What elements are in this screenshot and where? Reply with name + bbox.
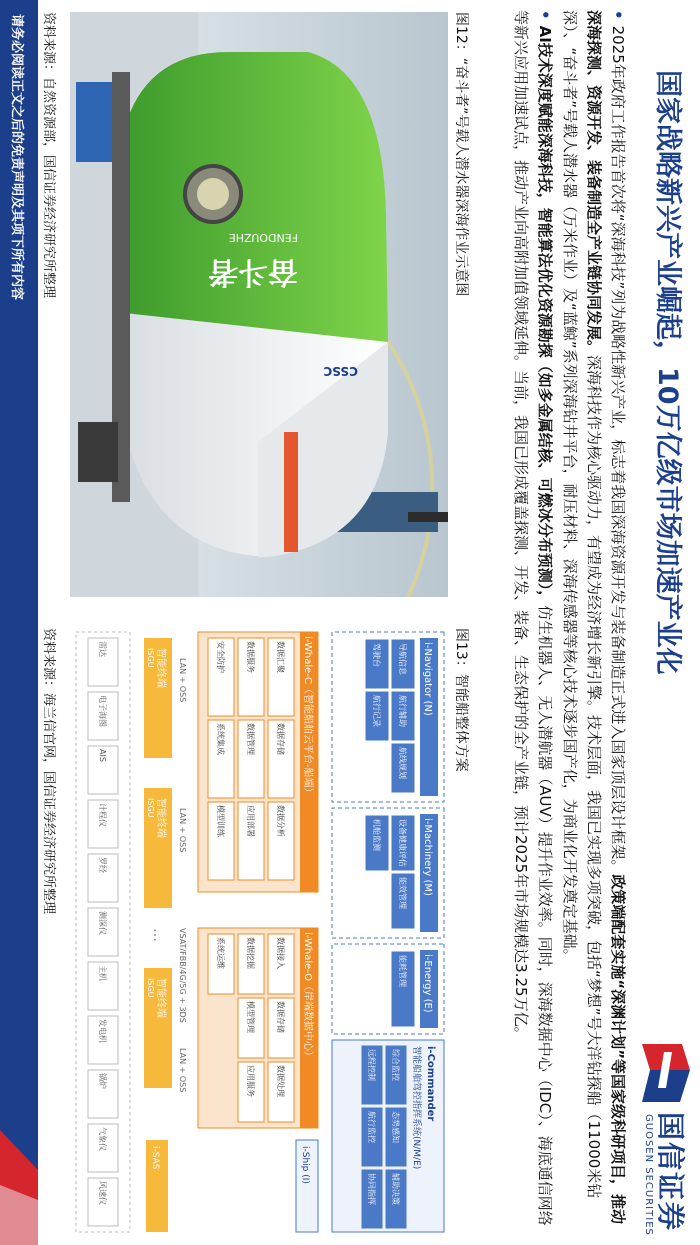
paragraph-1-text-c: 深海科技作为核心驱动力，有望成为经济增长新引擎。技术层面，我国已实现多项突破，包括“梦想”号大洋钻探船（11000米钻深）、“奋斗者”号载人潜水器（万米作业）及“蓝鲸”系列深海钻井平台，耐压材料、深海传感器等核心技术逐步国产化，为商业化开发奠定基础。 [561,10,603,1199]
machinery-item-label: 设备健康评估 [398,819,407,867]
figure-12-caption: 图12：“奋斗者”号载人潜水器深海作业示意图 [453,12,469,297]
whale-o-item-label: 系统运维 [216,937,225,969]
paragraph-1 [558,10,630,1235]
commander-item-label: 远程控制 [367,1049,376,1081]
hull-text-cn: 奋斗者 [208,254,298,289]
hull-text-en: FENDOUZHE [228,231,298,244]
whale-o-item-label: 应用服务 [246,1065,255,1097]
isgu-label: 智能终端 [155,978,166,1018]
isgu-label: 智能终端 [155,798,166,838]
whale-o-item-label: 模型管理 [246,1001,255,1033]
isgu-label: 智能终端 [155,648,166,688]
whale-c-item-label: 数据管理 [246,723,255,755]
footer-red-accent [0,1130,38,1245]
device-item-label: 风速仪 [98,1181,107,1205]
device-item-label: 雷达 [98,641,107,657]
navigator-item-label: 航行记录 [372,695,381,727]
navigator-item-label: 驾驶台 [372,643,381,667]
link-label: LAN + OSS [178,658,187,703]
whale-c-item-label: 数据分析 [276,805,285,837]
side-label: i-Ship (I) [300,1146,310,1184]
commander-item-label: 态势感知 [391,1111,400,1143]
submersible-photo [70,12,448,597]
whale-o-item-label: 数据接入 [276,937,285,969]
isgu-sub: ISGU [146,978,155,998]
page-title: 国家战略新兴产业崛起，10万亿级市场加速产业化 [652,70,683,675]
link-label: LAN + OSS [178,1048,187,1093]
paragraph-1-text-b: 政策端配套实施“深渊计划”等国家级科研项目，推动深海探测、资源开发、装备制造全产业链协同发展。 [585,10,627,1225]
whale-c-item-label: 数据存储 [276,723,285,755]
commander-item-label: 航行监控 [367,1111,376,1143]
device-item-label: 主机 [98,965,107,981]
machinery-item-label: 能效管理 [398,877,407,909]
ellipsis: … [150,928,166,942]
commander-subtitle: 智能船舶驾控指挥系统(N/M/E) [411,1046,421,1170]
figure-13-caption: 图13：智能船整体方案 [453,628,469,772]
navigator-item-label: 导航信息 [398,643,407,675]
commander-item-label: 协同指挥 [367,1173,376,1205]
whale-c-item-label: 安全防护 [216,641,225,673]
navigator-item-label: 航线规划 [398,747,407,779]
device-item-label: 发电机 [98,1019,107,1043]
footer-disclaimer: 请务必阅读正文之后的免责声明及其项下所有内容 [9,14,24,301]
whale-c-item-label: 系统集成 [216,723,225,755]
figure-13-source: 资料来源：海兰信官网，国信证券经济研究所整理 [41,628,56,915]
footer-banner [0,0,38,1245]
machinery-title: i-Machinery (M) [422,818,433,896]
whale-c-item-label: 数据服务 [246,641,255,673]
device-item-label: 罗经 [98,857,107,873]
link-label: VSAT/FBB/4G/5G + 3DS [178,928,187,1023]
guosen-logo-icon [640,1040,692,1106]
device-item-label: 气象仪 [98,1127,107,1151]
device-item-label: 测深仪 [98,911,107,935]
logo-text-en: GUOSEN SECURITIES [643,1114,654,1236]
device-item-label: 计程仪 [98,803,107,827]
isgu-sub: ISGU [146,798,155,818]
whale-c-item-label: 模型训练 [216,805,225,837]
whale-o-title: i-Whale-O（岸端数据中心） [302,932,313,1062]
whale-c-item-label: 数据汇聚 [276,641,285,673]
paragraph-2-text-b: 仿生机器人、无人潜航器（AUV）提升作业效率。同时，深海数据中心（IDC）、海底通信网络等新兴应用加速试点，推动产业向高附加值领域延伸。当前，我国已形成覆盖探测、开发、装备、生态保护的全产业链，预计2025年市场规模达3.25万亿。 [512,10,554,1226]
brand-logo [634,1040,694,1240]
commander-item-label: 辅助决策 [391,1173,400,1205]
device-item-label: AIS [98,749,107,762]
figure-12-source: 资料来源：自然资源部，国信证券经济研究所整理 [41,12,56,299]
whale-c-item-label: 应用部署 [246,805,255,837]
navigator-item-label: 航行辅助 [398,695,407,727]
paragraph-2 [509,10,557,1235]
paragraph-1-text-a: 2025年政府工作报告首次将“深海科技”列为战略性新兴产业，标志着我国深海资源开发与装备制造正式进入国家顶层设计框架。 [609,25,627,875]
hull-badge: CSSC [323,364,358,378]
logo-text-cn: 国信证券 [654,1112,687,1233]
energy-title: i-Energy (E) [422,954,433,1013]
device-item-label: 电子海图 [98,695,107,727]
bullet-icon: • [609,10,627,20]
machinery-item-label: 机舱监测 [372,819,381,851]
commander-title: i-Commander [425,1046,436,1122]
whale-o-item-label: 数据处理 [276,1065,285,1097]
navigator-title: i-Navigator (N) [422,642,433,716]
whale-o-item-label: 数据挖掘 [246,937,255,969]
commander-item-label: 综合监控 [391,1049,400,1081]
whale-o-item-label: 数据存储 [276,1001,285,1033]
bullet-icon: • [536,10,554,20]
whale-c-title: i-Whale-C（智能船舶云平台-船端） [302,636,313,798]
paragraph-2-text-a: AI技术深度赋能深海科技，智能算法优化资源勘探（如多金属结核、可燃冰分布预测）， [536,25,554,606]
energy-item-label: 能耗管理 [398,955,407,987]
link-label: LAN + OSS [178,808,187,853]
side-label: i-SAS [150,1146,160,1170]
smart-ship-diagram [70,628,448,1238]
isgu-sub: ISGU [146,648,155,668]
device-item-label: 锅炉 [98,1073,107,1089]
